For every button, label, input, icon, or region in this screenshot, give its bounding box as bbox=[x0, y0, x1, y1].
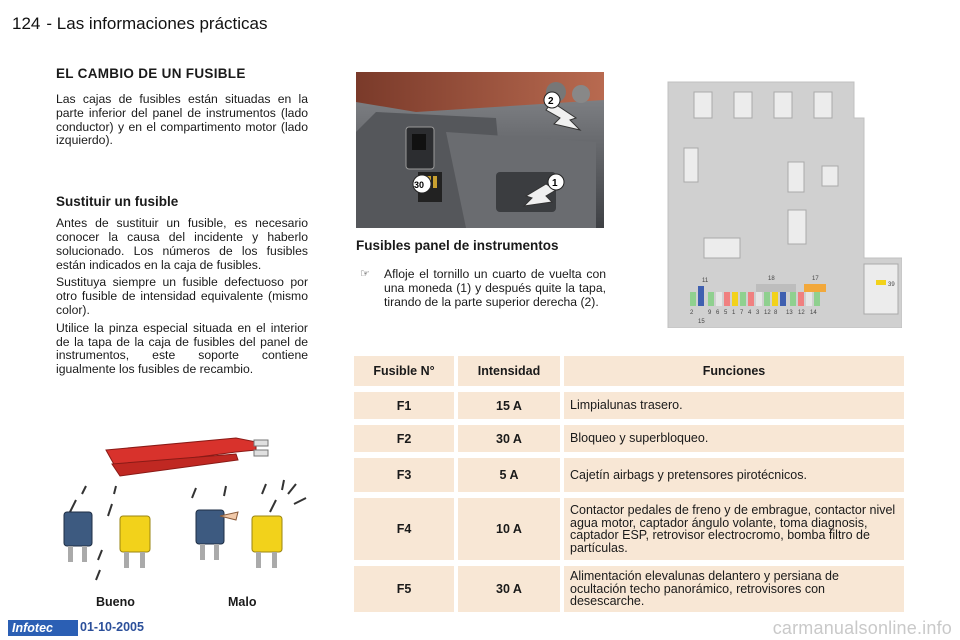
fuse-function: Cajetín airbags y pretensores pirotécnicos. bbox=[564, 458, 904, 492]
diagram-label-9: 9 bbox=[708, 310, 712, 316]
intro-paragraph: Las cajas de fusibles están situadas en la parte inferior del panel de instrumentos (lado conductor) y en el compartimento motor (lado izquierdo). bbox=[56, 92, 308, 148]
table-header-row bbox=[354, 356, 904, 386]
fuse-pliers-icon bbox=[106, 438, 268, 476]
bad-fuse-yellow-icon bbox=[252, 516, 282, 568]
fuse-id: F2 bbox=[354, 425, 454, 452]
fuse-amp: 10 A bbox=[458, 498, 560, 560]
watermark: carmanualsonline.info bbox=[772, 618, 952, 638]
section-heading-cambio: EL CAMBIO DE UN FUSIBLE bbox=[56, 66, 246, 81]
page-number: 124 bbox=[12, 14, 41, 33]
table-row bbox=[354, 498, 904, 560]
infotec-logo: Infotec bbox=[8, 620, 78, 636]
good-fuse-yellow-icon bbox=[120, 516, 150, 568]
bad-fuse-blue-icon bbox=[196, 510, 238, 560]
fuse-amp: 30 A bbox=[458, 425, 560, 452]
diagram-label-4: 4 bbox=[748, 310, 752, 316]
fuse-id: F1 bbox=[354, 392, 454, 419]
photo-callout-30: 30 bbox=[414, 180, 425, 190]
fuse-function: Contactor pedales de freno y de embrague, contactor nivel agua motor, captador ángulo volante, toma diagnosis, captador ESP, retrovisor electrocromo, bomba filtro de partículas. bbox=[564, 498, 904, 560]
fuse-table bbox=[354, 356, 904, 618]
photo-callout-1: 1 bbox=[552, 178, 558, 189]
fuse-amp: 5 A bbox=[458, 458, 560, 492]
photo-callout-2: 2 bbox=[548, 96, 554, 107]
diagram-label-8: 8 bbox=[774, 310, 778, 316]
panel-section bbox=[356, 238, 606, 309]
header-fuse: Fusible N° bbox=[354, 356, 454, 386]
table-row bbox=[354, 566, 904, 612]
label-good: Bueno bbox=[96, 595, 135, 609]
fuse-function: Limpialunas trasero. bbox=[564, 392, 904, 419]
diagram-label-6: 6 bbox=[716, 310, 720, 316]
fuse-function: Bloqueo y superbloqueo. bbox=[564, 425, 904, 452]
header-dash: - bbox=[46, 14, 53, 33]
diagram-label-3: 3 bbox=[756, 310, 760, 316]
panel-heading: Fusibles panel de instrumentos bbox=[356, 238, 559, 253]
diagram-label-1: 1 bbox=[732, 310, 736, 316]
left-column bbox=[56, 66, 308, 381]
header-functions: Funciones bbox=[564, 356, 904, 386]
fuse-amp: 30 A bbox=[458, 566, 560, 612]
instruction-text: Afloje el tornillo un cuarto de vuelta con una moneda (1) y después quite la tapa, tirando de la parte superior derecha (2). bbox=[384, 267, 606, 309]
good-fuse-blue-icon bbox=[64, 512, 92, 562]
diagram-label-12b: 12 bbox=[798, 310, 805, 316]
fuse-id: F4 bbox=[354, 498, 454, 560]
fuse-tools-illustration bbox=[56, 420, 316, 590]
table-row bbox=[354, 458, 904, 492]
dashboard-photo bbox=[356, 72, 604, 228]
diagram-label-39: 39 bbox=[888, 282, 895, 288]
diagram-label-2: 2 bbox=[690, 310, 694, 316]
fuse-amp: 15 A bbox=[458, 392, 560, 419]
diagram-label-15: 15 bbox=[698, 319, 705, 325]
paragraph-cause: Antes de sustituir un fusible, es necesario conocer la causa del incidente y haberlo solucionado. Los números de los fusibles están indicados en la caja de fusibles. bbox=[56, 216, 308, 272]
diagram-label-17: 17 bbox=[812, 276, 819, 282]
diagram-label-11: 11 bbox=[702, 278, 709, 284]
diagram-label-5: 5 bbox=[724, 310, 728, 316]
diagram-label-14: 14 bbox=[810, 310, 817, 316]
label-bad: Malo bbox=[228, 595, 257, 609]
diagram-label-13: 13 bbox=[786, 310, 793, 316]
table-row bbox=[354, 425, 904, 452]
page-title: Las informaciones prácticas bbox=[56, 14, 268, 33]
fuse-box-diagram bbox=[664, 78, 902, 328]
diagram-label-12: 12 bbox=[764, 310, 771, 316]
table-row bbox=[354, 392, 904, 419]
diagram-label-18: 18 bbox=[768, 276, 775, 282]
instruction-bullet bbox=[356, 268, 606, 309]
footer-date: 01-10-2005 bbox=[80, 620, 144, 634]
header-intensity: Intensidad bbox=[458, 356, 560, 386]
pointing-hand-icon: ☞ bbox=[360, 268, 370, 280]
diagram-label-7: 7 bbox=[740, 310, 744, 316]
section-heading-sustituir: Sustituir un fusible bbox=[56, 194, 179, 210]
fuse-function: Alimentación elevalunas delantero y persiana de ocultación techo panorámico, retrovisores con desescarche. bbox=[564, 566, 904, 612]
page-header bbox=[12, 14, 268, 34]
fuse-id: F5 bbox=[354, 566, 454, 612]
paragraph-replace: Sustituya siempre un fusible defectuoso por otro fusible de intensidad equivalente (mismo color). bbox=[56, 275, 308, 317]
paragraph-pliers: Utilice la pinza especial situada en el interior de la tapa de la caja de fusibles del panel de instrumentos, este soporte contiene igualmente los fusibles de recambio. bbox=[56, 320, 308, 377]
fuse-id: F3 bbox=[354, 458, 454, 492]
